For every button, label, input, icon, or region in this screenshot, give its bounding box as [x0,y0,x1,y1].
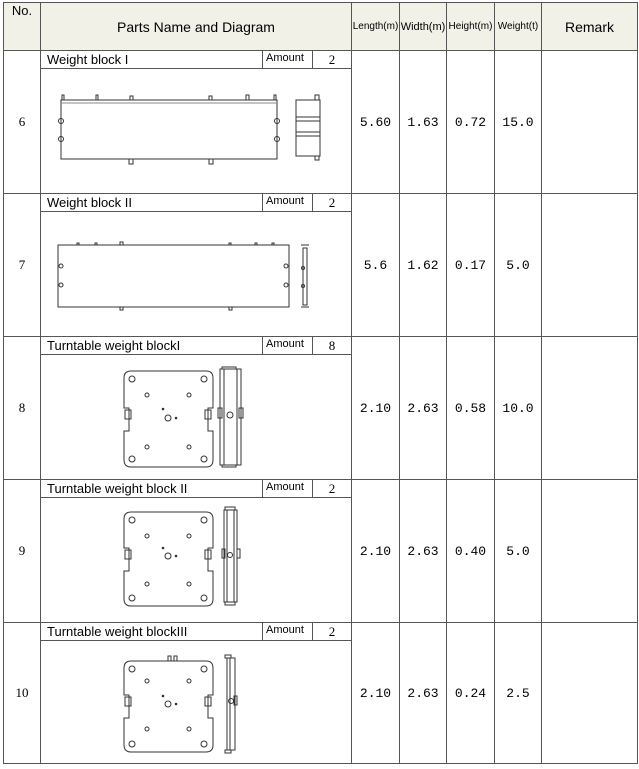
part-title-bar [41,194,351,212]
width-value: 2.63 [400,623,447,764]
amount-value: 2 [312,623,351,640]
remark-value [542,480,638,623]
part-name: Turntable weight blockI [47,338,181,353]
header-remark: Remark [542,3,638,51]
amount-value: 2 [312,194,351,211]
amount-value: 2 [312,480,351,497]
amount-label: Amount [262,194,312,211]
table-row [4,51,638,194]
part-title-bar [41,51,351,69]
header-width: Width(m) [400,3,447,51]
weight-value: 5.0 [495,194,542,337]
header-parts-name: Parts Name and Diagram [41,3,352,51]
parts-spec-table [3,2,638,764]
length-value: 2.10 [352,480,400,623]
turntable-weight-block-ii-diagram [41,498,352,622]
part-name: Weight block II [47,195,133,210]
table-row [4,337,638,480]
part-cell [41,480,352,623]
amount-value: 8 [312,337,351,354]
part-name: Weight block I [47,52,129,67]
amount-value: 2 [312,51,351,68]
remark-value [542,194,638,337]
weight-value: 2.5 [495,623,542,764]
amount-label: Amount [262,51,312,68]
row-number: 10 [4,623,41,764]
turntable-weight-block-iii-diagram [41,641,352,763]
weight-value: 15.0 [495,51,542,194]
width-value: 1.62 [400,194,447,337]
part-title-bar [41,480,351,498]
row-number: 9 [4,480,41,623]
header-row [4,3,638,51]
table-row [4,623,638,764]
width-value: 2.63 [400,480,447,623]
height-value: 0.58 [447,337,495,480]
width-value: 2.63 [400,337,447,480]
row-number: 7 [4,194,41,337]
part-cell [41,623,352,764]
part-cell [41,51,352,194]
turntable-weight-block-i-diagram [41,355,352,479]
part-cell [41,337,352,480]
part-title-bar [41,337,351,355]
weight-value: 5.0 [495,480,542,623]
header-height: Height(m) [447,3,495,51]
table-row [4,194,638,337]
length-value: 5.60 [352,51,400,194]
part-name: Turntable weight block II [47,481,188,496]
length-value: 2.10 [352,337,400,480]
part-title-bar [41,623,351,641]
height-value: 0.72 [447,51,495,194]
header-no: No. [4,3,41,51]
amount-label: Amount [262,623,312,640]
header-length: Length(m) [352,3,400,51]
weight-value: 10.0 [495,337,542,480]
row-number: 6 [4,51,41,194]
remark-value [542,337,638,480]
height-value: 0.40 [447,480,495,623]
weight-block-ii-diagram [41,212,352,336]
length-value: 5.6 [352,194,400,337]
header-weight: Weight(t) [495,3,542,51]
width-value: 1.63 [400,51,447,194]
remark-value [542,51,638,194]
height-value: 0.24 [447,623,495,764]
amount-label: Amount [262,480,312,497]
row-number: 8 [4,337,41,480]
table-row [4,480,638,623]
remark-value [542,623,638,764]
amount-label: Amount [262,337,312,354]
length-value: 2.10 [352,623,400,764]
weight-block-i-diagram [41,69,352,193]
height-value: 0.17 [447,194,495,337]
part-cell [41,194,352,337]
part-name: Turntable weight blockIII [47,624,188,639]
